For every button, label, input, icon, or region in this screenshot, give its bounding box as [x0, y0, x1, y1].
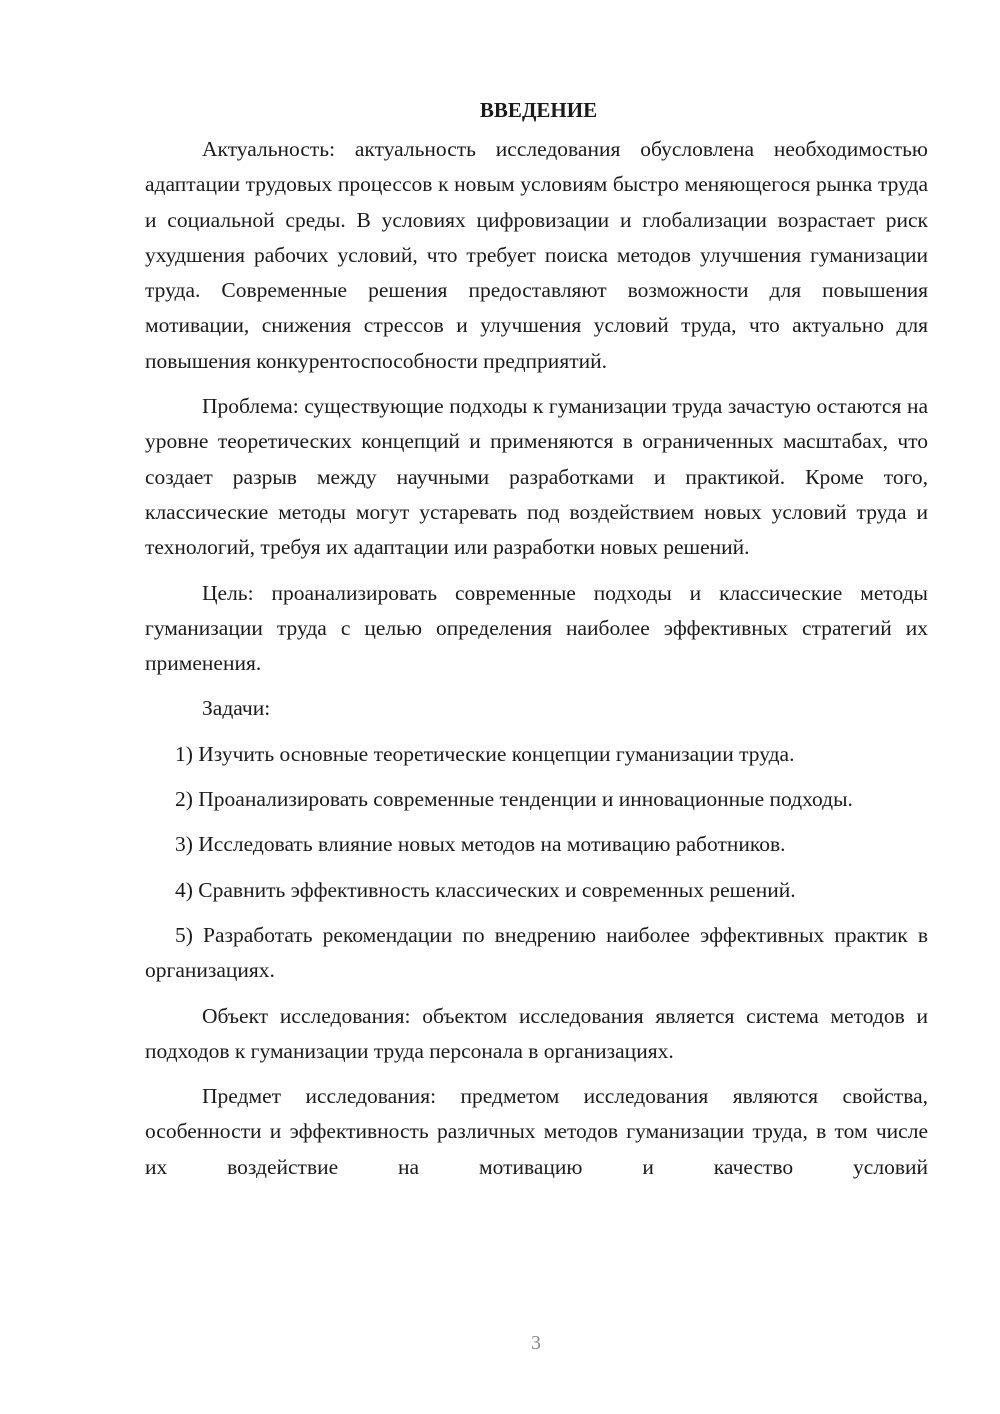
page-title: ВВЕДЕНИЕ [479, 98, 598, 122]
document-page [145, 92, 928, 1195]
paragraph-subject: Предмет исследования: предметом исследования являются свойства, особенности и эффективность различных методов гуманизации труда, в том числе их воздействие на мотивацию и качество условий [145, 1084, 928, 1179]
task-item-2: 2) Проанализировать современные тенденции и инновационные подходы. [175, 787, 853, 812]
paragraph-problem: Проблема: существующие подходы к гуманизации труда зачастую остаются на уровне теоретических концепций и применяются в ограниченных масштабах, что создает разрыв между научными разработками и практикой. Кроме того, классические методы могут устаревать под воздействием новых условий труда и технологий, требуя их адаптации или разработки новых решений. [145, 394, 928, 560]
paragraph-object: Объект исследования: объектом исследования является система методов и подходов к гуманизации труда персонала в организациях. [145, 1003, 928, 1063]
task-item-1: 1) Изучить основные теоретические концепции гуманизации труда. [175, 741, 795, 766]
task-item-4: 4) Сравнить эффективность классических и современных решений. [175, 877, 796, 902]
paragraph-relevance: Актуальность: актуальность исследования обусловлена необходимостью адаптации трудовых процессов к новым условиям быстро меняющегося рынка труда и социальной среды. В условиях цифровизации и глобализации возрастает риск ухудшения рабочих условий, что требует поиска методов улучшения гуманизации труда. Современные решения предоставляют возможности для повышения мотивации, снижения стрессов и улучшения условий труда, что актуально для повышения конкурентоспособности предприятий. [145, 137, 928, 373]
tasks-heading: Задачи: [202, 696, 271, 721]
paragraph-goal: Цель: проанализировать современные подходы и классические методы гуманизации труда с целью определения наиболее эффективных стратегий их применения. [145, 580, 928, 676]
task-item-5: 5) Разработать рекомендации по внедрению наиболее эффективных практик в организациях. [145, 922, 928, 983]
task-item-3: 3) Исследовать влияние новых методов на мотивацию работников. [175, 832, 786, 857]
page-number: 3 [531, 1332, 541, 1354]
